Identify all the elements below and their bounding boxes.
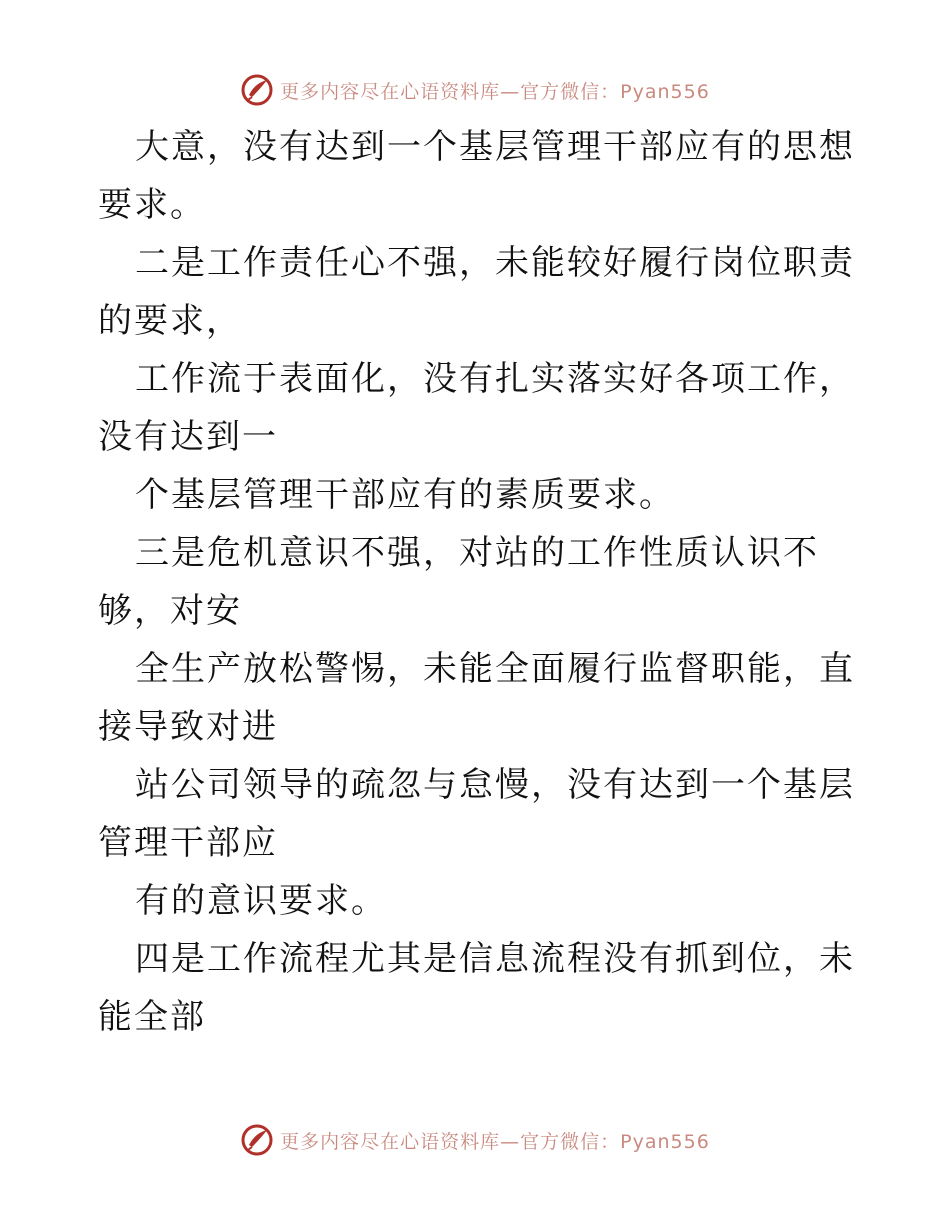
- paragraph: 站公司领导的疏忽与怠慢，没有达到一个基层管理干部应: [98, 765, 855, 863]
- paragraph: 个基层管理干部应有的素质要求。: [135, 475, 675, 515]
- quill-seal-icon: [240, 1123, 274, 1157]
- document-body: [98, 118, 858, 1046]
- footer-banner: [0, 1120, 950, 1160]
- header-banner-text: 更多内容尽在心语资料库—官方微信：Pyan556: [280, 80, 710, 103]
- paragraph: 三是危机意识不强，对站的工作性质认识不够，对安: [98, 533, 819, 631]
- paragraph: 大意，没有达到一个基层管理干部应有的思想要求。: [98, 127, 855, 225]
- paragraph: 二是工作责任心不强，未能较好履行岗位职责的要求，: [98, 243, 855, 341]
- paragraph: 四是工作流程尤其是信息流程没有抓到位，未能全部: [98, 939, 855, 1037]
- paragraph: 全生产放松警惕，未能全面履行监督职能，直接导致对进: [98, 649, 855, 747]
- quill-seal-icon: [240, 73, 274, 107]
- paragraph: 有的意识要求。: [135, 881, 387, 921]
- header-banner: [0, 70, 950, 110]
- paragraph: 工作流于表面化，没有扎实落实好各项工作，没有达到一: [98, 359, 855, 457]
- footer-banner-text: 更多内容尽在心语资料库—官方微信：Pyan556: [280, 1130, 710, 1153]
